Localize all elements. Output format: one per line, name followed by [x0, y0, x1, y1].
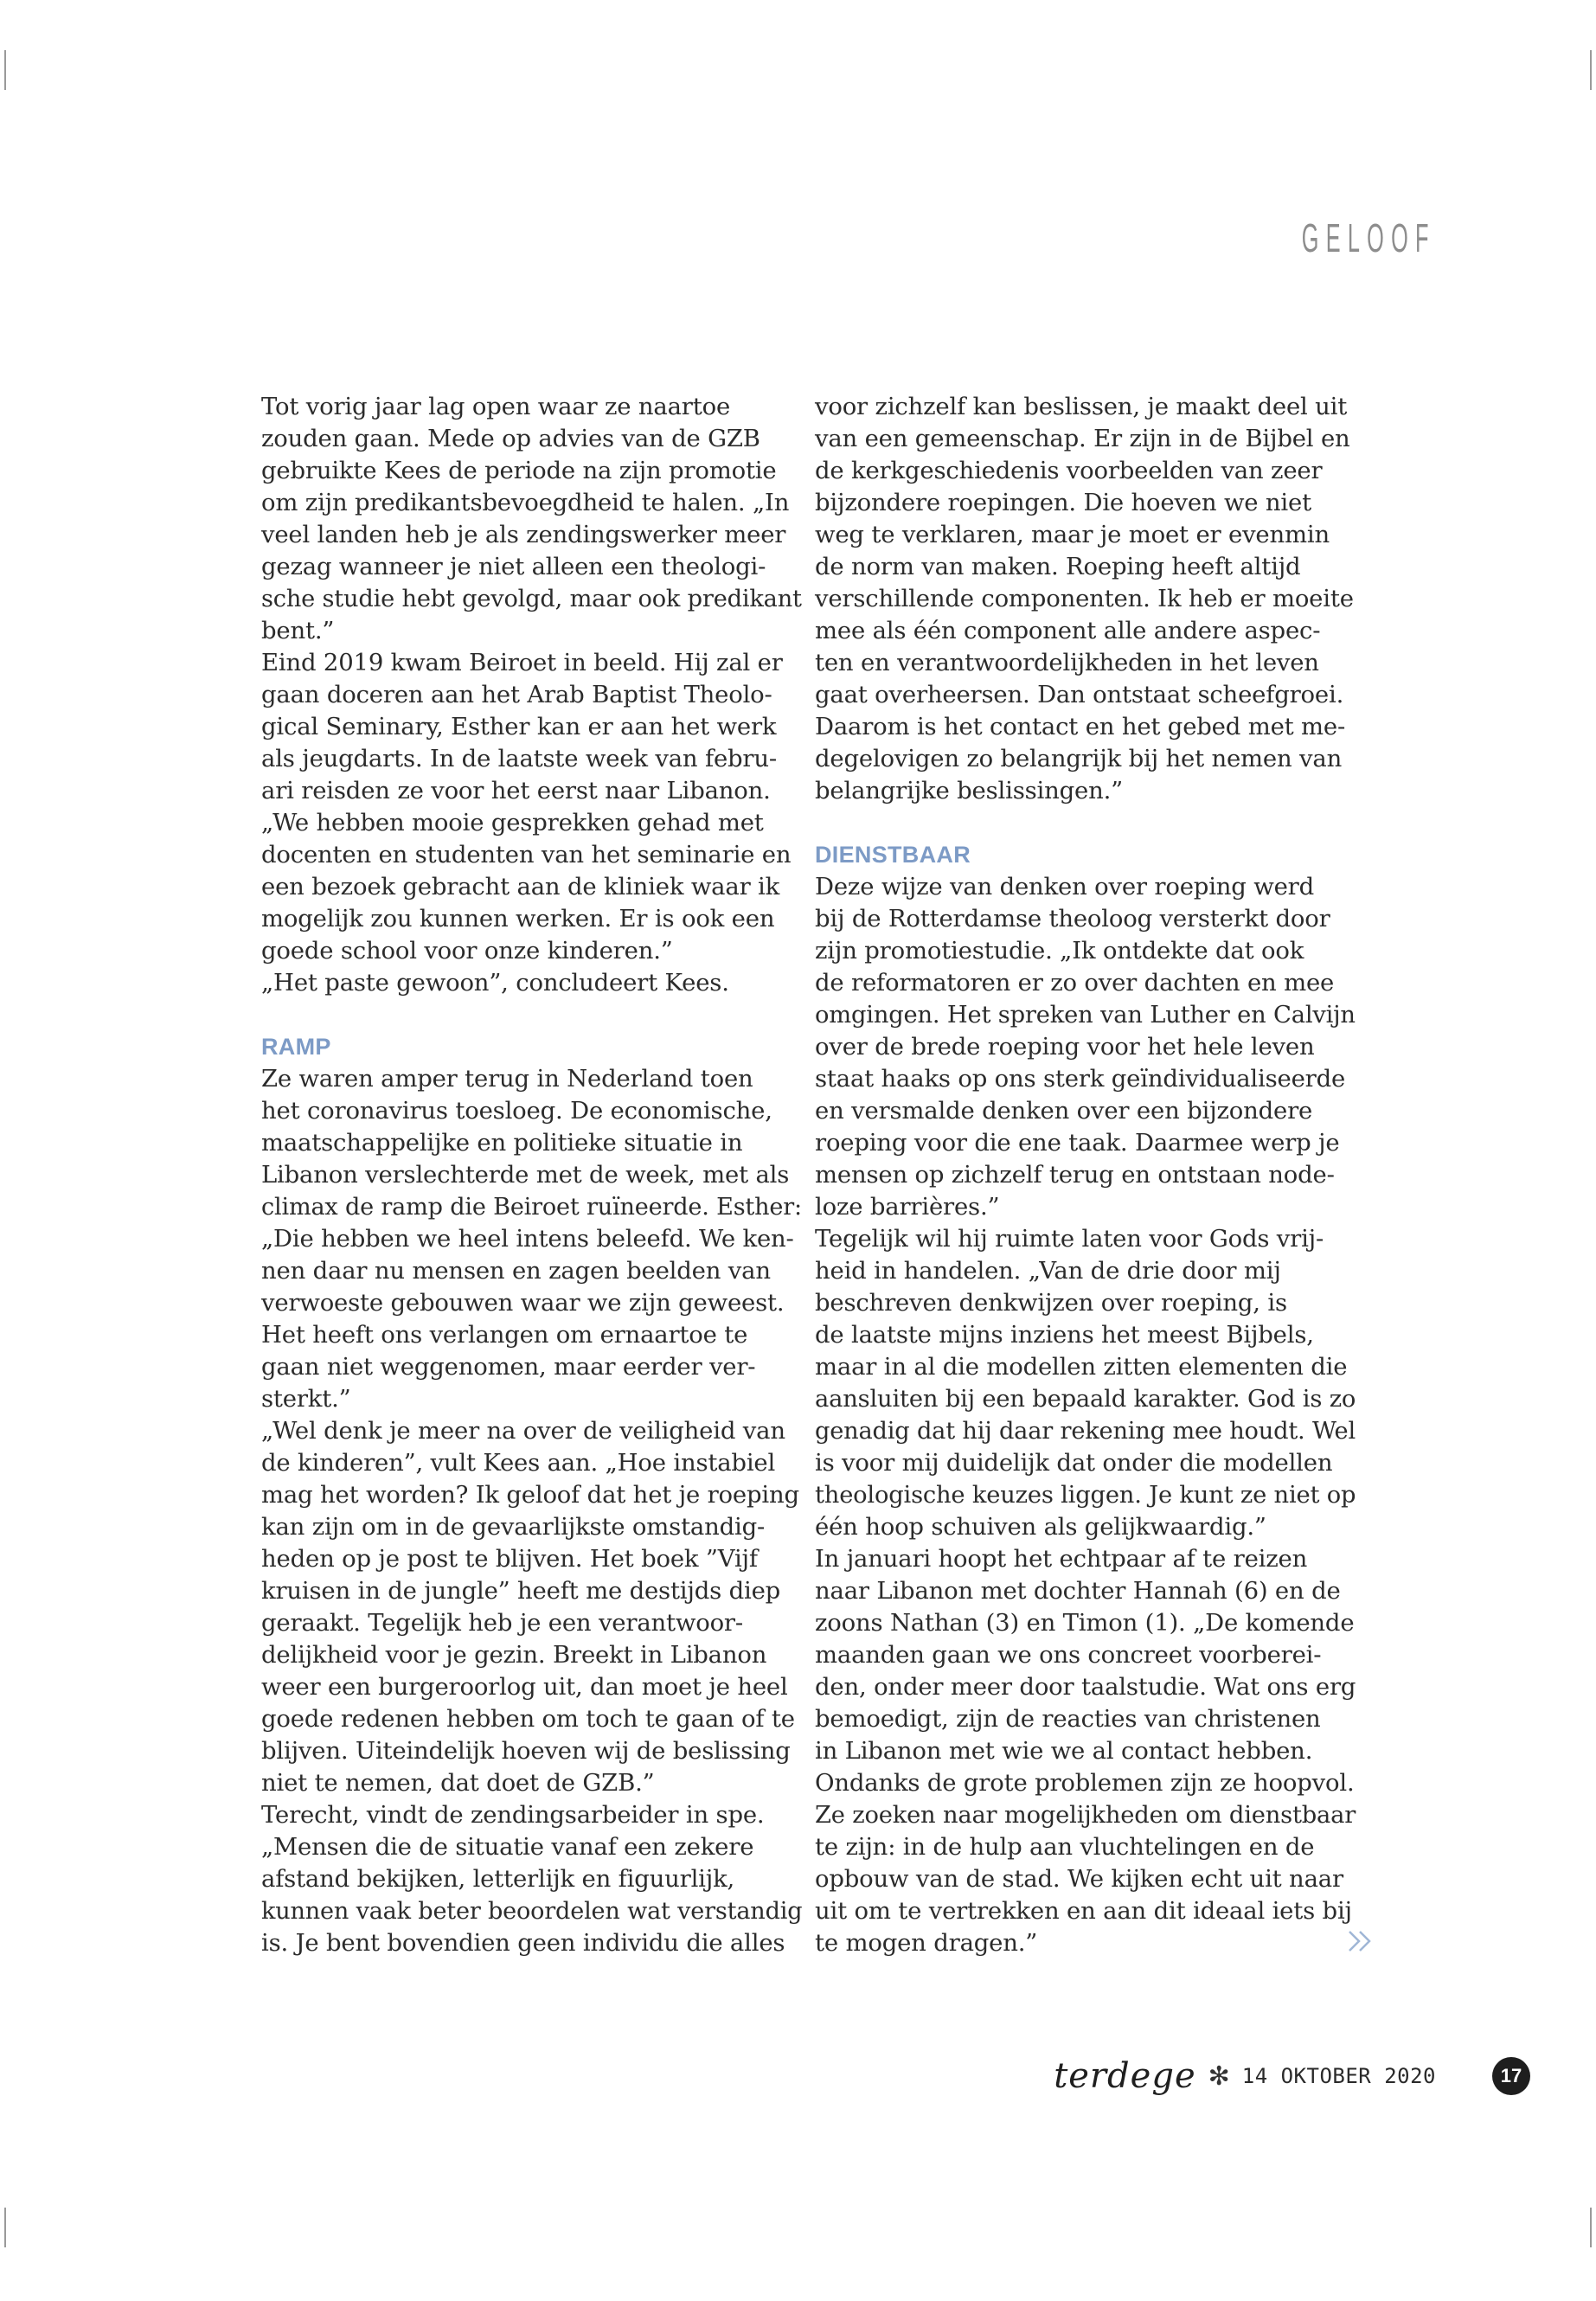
text-line: de kinderen”, vult Kees aan. „Hoe instabiel	[261, 1449, 776, 1477]
double-chevron-right-icon	[1346, 1928, 1375, 1954]
section-label: GELOOF	[1302, 215, 1436, 260]
text-line: het coronavirus toesloeg. De economische,	[261, 1097, 772, 1125]
crop-mark-top-left	[4, 50, 6, 90]
crop-mark-bottom-right	[1590, 2208, 1592, 2247]
text-line: uit om te vertrekken en aan dit ideaal iets bij	[815, 1897, 1352, 1925]
text-line: gical Seminary, Esther kan er aan het werk	[261, 713, 777, 740]
text-line: veel landen heb je als zendingswerker meer	[261, 521, 786, 548]
text-line: gaan doceren aan het Arab Baptist Theolo-	[261, 681, 772, 708]
text-line: „Het paste gewoon”, concludeert Kees.	[261, 969, 729, 997]
text-line: een bezoek gebracht aan de kliniek waar ik	[261, 873, 780, 901]
text-line: gebruikte Kees de periode na zijn promotie	[261, 457, 777, 484]
text-line: te zijn: in de hulp aan vluchtelingen en de	[815, 1833, 1315, 1861]
text-line: Ze waren amper terug in Nederland toen	[261, 1065, 753, 1093]
text-line: climax de ramp die Beiroet ruïneerde. Esther:	[261, 1193, 802, 1221]
text-line: heden op je post te blijven. Het boek ”Vijf	[261, 1545, 758, 1573]
text-line: ten en verantwoordelijkheden in het leven	[815, 649, 1319, 676]
text-line: geraakt. Tegelijk heb je een verantwoor-	[261, 1609, 743, 1637]
text-line: de laatste mijns inziens het meest Bijbels,	[815, 1321, 1314, 1349]
text-line: goede school voor onze kinderen.”	[261, 937, 673, 965]
text-line: Tegelijk wil hij ruimte laten voor Gods vrij-	[815, 1225, 1324, 1253]
text-line: belangrijke beslissingen.”	[815, 777, 1124, 804]
text-line: „Wel denk je meer na over de veiligheid van	[261, 1417, 785, 1445]
text-line: In januari hoopt het echtpaar af te reizen	[815, 1545, 1308, 1573]
text-line: Daarom is het contact en het gebed met me-	[815, 713, 1346, 740]
text-line: te mogen dragen.”	[815, 1929, 1038, 1957]
crop-mark-top-right	[1590, 50, 1592, 90]
text-line: in Libanon met wie we al contact hebben.	[815, 1737, 1313, 1765]
text-line: degelovigen zo belangrijk bij het nemen van	[815, 745, 1343, 772]
text-line: „Mensen die de situatie vanaf een zekere	[261, 1833, 754, 1861]
text-line: „Die hebben we heel intens beleefd. We ken-	[261, 1225, 794, 1253]
text-line: delijkheid voor je gezin. Breekt in Libanon	[261, 1641, 767, 1669]
text-line: Ze zoeken naar mogelijkheden om dienstbaar	[815, 1801, 1356, 1829]
text-line: en versmalde denken over een bijzondere	[815, 1097, 1313, 1125]
issue-date: 14 OKTOBER 2020	[1241, 2064, 1436, 2088]
text-line: „We hebben mooie gesprekken gehad met	[261, 809, 764, 836]
text-line: mogelijk zou kunnen werken. Er is ook een	[261, 905, 775, 933]
text-line: heid in handelen. „Van de drie door mij	[815, 1257, 1281, 1285]
text-line: de reformatoren er zo over dachten en mee	[815, 969, 1335, 997]
text-line: docenten en studenten van het seminarie en	[261, 841, 792, 868]
text-line: mensen op zichzelf terug en ontstaan node-	[815, 1161, 1335, 1189]
magazine-logo: terdege	[1054, 2056, 1196, 2096]
text-line: gezag wanneer je niet alleen een theologi-	[261, 553, 766, 580]
section-heading: DIENSTBAAR	[815, 842, 971, 868]
text-line: ari reisden ze voor het eerst naar Libanon.	[261, 777, 771, 804]
text-line: maar in al die modellen zitten elementen die	[815, 1353, 1348, 1381]
text-line: goede redenen hebben om toch te gaan of te	[261, 1705, 795, 1733]
text-line: loze barrières.”	[815, 1193, 1000, 1221]
text-line: maatschappelijke en politieke situatie in	[261, 1129, 743, 1157]
text-line: voor zichzelf kan beslissen, je maakt deel uit	[815, 393, 1348, 420]
text-line: aansluiten bij een bepaald karakter. God is zo	[815, 1385, 1356, 1413]
text-line: mag het worden? Ik geloof dat het je roeping	[261, 1481, 799, 1509]
text-line: maanden gaan we ons concreet voorberei-	[815, 1641, 1322, 1669]
text-line: niet te nemen, dat doet de GZB.”	[261, 1769, 655, 1797]
text-line: sterkt.”	[261, 1385, 351, 1413]
text-line: bemoedigt, zijn de reacties van christenen	[815, 1705, 1321, 1733]
article-column-right	[815, 391, 1356, 1959]
text-line: genadig dat hij daar rekening mee houdt. Wel	[815, 1417, 1356, 1445]
text-line: den, onder meer door taalstudie. Wat ons erg	[815, 1673, 1356, 1701]
text-line: Eind 2019 kwam Beiroet in beeld. Hij zal er	[261, 649, 783, 676]
text-line: is. Je bent bovendien geen individu die alles	[261, 1929, 785, 1957]
text-line: één hoop schuiven als gelijkwaardig.”	[815, 1513, 1266, 1541]
text-line: blijven. Uiteindelijk hoeven wij de beslissing	[261, 1737, 791, 1765]
text-line: bijzondere roepingen. Die hoeven we niet	[815, 489, 1311, 516]
text-line: weer een burgeroorlog uit, dan moet je heel	[261, 1673, 788, 1701]
text-line: sche studie hebt gevolgd, maar ook predikant	[261, 585, 802, 612]
text-line: Het heeft ons verlangen om ernaartoe te	[261, 1321, 748, 1349]
text-line: opbouw van de stad. We kijken echt uit naar	[815, 1865, 1343, 1893]
text-line: Terecht, vindt de zendingsarbeider in spe.	[261, 1801, 765, 1829]
text-line: bij de Rotterdamse theoloog versterkt door	[815, 905, 1330, 933]
text-line: Tot vorig jaar lag open waar ze naartoe	[261, 393, 731, 420]
text-line: van een gemeenschap. Er zijn in de Bijbel en	[815, 425, 1350, 452]
text-line: naar Libanon met dochter Hannah (6) en de	[815, 1577, 1341, 1605]
crop-mark-bottom-left	[4, 2208, 6, 2247]
asterisk-icon: ✻	[1208, 2061, 1230, 2092]
text-line: nen daar nu mensen en zagen beelden van	[261, 1257, 771, 1285]
text-line: weg te verklaren, maar je moet er evenmin	[815, 521, 1330, 548]
text-line: zoons Nathan (3) en Timon (1). „De komende	[815, 1609, 1355, 1637]
text-line: mee als één component alle andere aspec-	[815, 617, 1321, 644]
text-line: kan zijn om in de gevaarlijkste omstandig-	[261, 1513, 766, 1541]
text-line: is voor mij duidelijk dat onder die modellen	[815, 1449, 1333, 1477]
text-line: bent.”	[261, 617, 335, 644]
text-line: omgingen. Het spreken van Luther en Calvijn	[815, 1001, 1356, 1029]
text-line: over de brede roeping voor het hele leven	[815, 1033, 1315, 1061]
section-heading: RAMP	[261, 1034, 331, 1060]
text-line: om zijn predikantsbevoegdheid te halen. „In	[261, 489, 790, 516]
text-line: zijn promotiestudie. „Ik ontdekte dat ook	[815, 937, 1304, 965]
text-line: zouden gaan. Mede op advies van de GZB	[261, 425, 760, 452]
text-line: verwoeste gebouwen waar we zijn geweest.	[261, 1289, 785, 1317]
text-line: Deze wijze van denken over roeping werd	[815, 873, 1315, 901]
text-line: als jeugdarts. In de laatste week van febru-	[261, 745, 777, 772]
text-line: beschreven denkwijzen over roeping, is	[815, 1289, 1287, 1317]
text-line: roeping voor die ene taak. Daarmee werp je	[815, 1129, 1340, 1157]
text-line: Libanon verslechterde met de week, met als	[261, 1161, 790, 1189]
text-line: de norm van maken. Roeping heeft altijd	[815, 553, 1301, 580]
article-column-left	[261, 391, 802, 1959]
text-line: de kerkgeschiedenis voorbeelden van zeer	[815, 457, 1323, 484]
page-number: 17	[1492, 2057, 1530, 2095]
text-line: gaat overheersen. Dan ontstaat scheefgroei.	[815, 681, 1344, 708]
text-line: theologische keuzes liggen. Je kunt ze niet op	[815, 1481, 1356, 1509]
text-line: Ondanks de grote problemen zijn ze hoopvol.	[815, 1769, 1355, 1797]
text-line: gaan niet weggenomen, maar eerder ver-	[261, 1353, 756, 1381]
text-line: staat haaks op ons sterk geïndividualiseerde	[815, 1065, 1346, 1093]
text-line: kunnen vaak beter beoordelen wat verstandig	[261, 1897, 803, 1925]
text-line: afstand bekijken, letterlijk en figuurlijk,	[261, 1865, 735, 1893]
text-line: kruisen in de jungle” heeft me destijds diep	[261, 1577, 781, 1605]
text-line: verschillende componenten. Ik heb er moeite	[815, 585, 1354, 612]
page-footer	[1054, 2050, 1436, 2102]
